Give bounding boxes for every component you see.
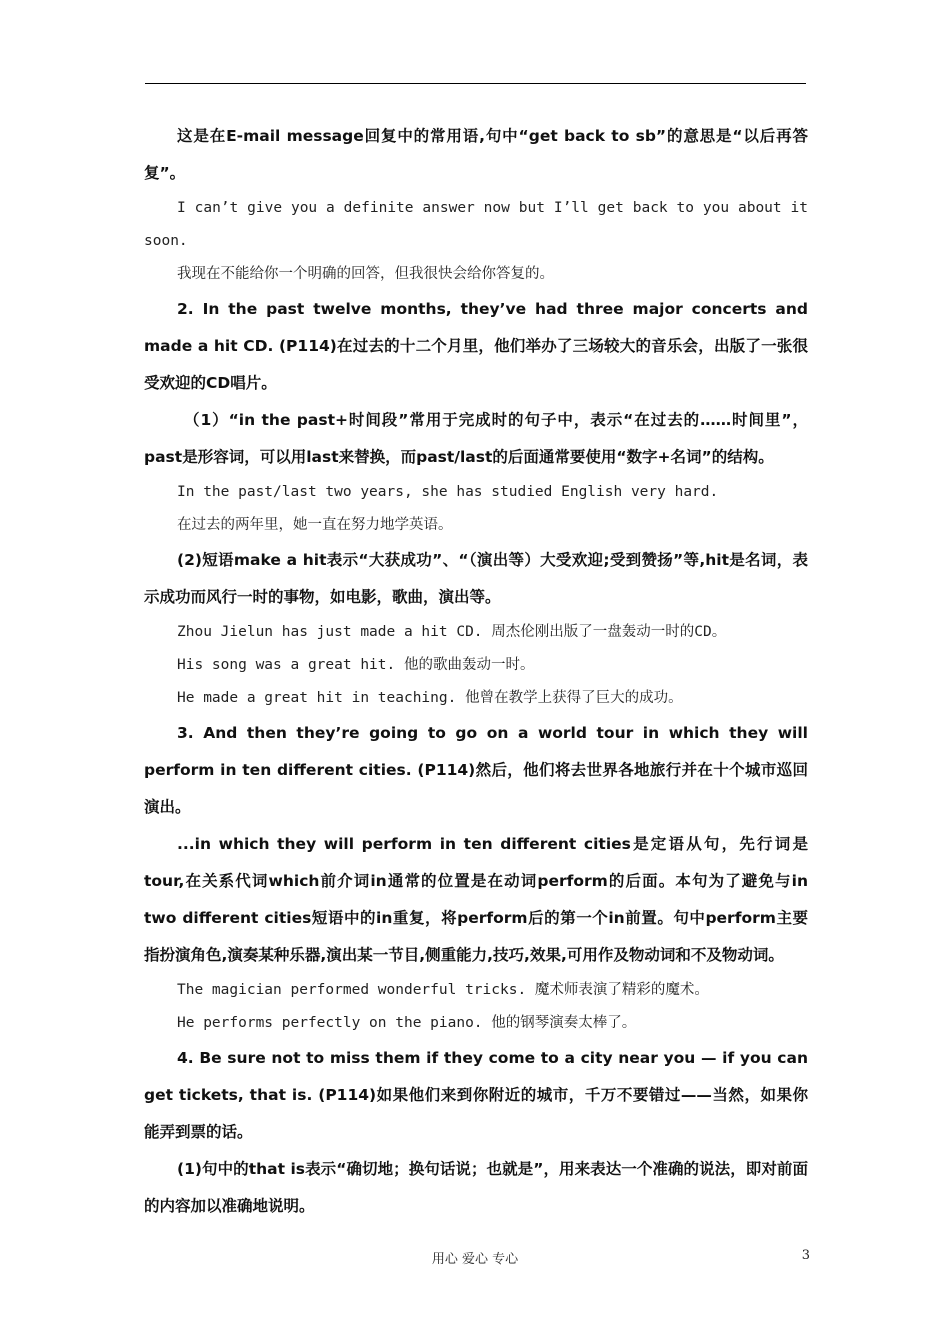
- header-rule: [145, 83, 806, 84]
- example-translation: 我现在不能给你一个明确的回答，但我很快会给你答复的。: [177, 266, 554, 282]
- paragraph: ...in which they will perform in ten different cities是定语从句，先行词是tour,在关系代词which前介词in通常的位置是在动词perform的后面。本句为了避免与in two different cities短语中的in重复，将perform后的第一个in前置。句中perform主要指扮演角色,演奏某种乐器,演出某一节目,侧重能力,技巧,效果,可用作及物动词和不及物动词。: [144, 835, 808, 964]
- paragraph: （1）“in the past+时间段”常用于完成时的句子中，表示“在过去的……时间里”，past是形容词，可以用last来替换，而past/last的后面通常要使用“数字+名词”的结构。: [144, 411, 808, 466]
- example-translation: 在过去的两年里，她一直在努力地学英语。: [177, 517, 453, 533]
- example-sentence: His song was a great hit. 他的歌曲轰动一时。: [177, 657, 535, 673]
- example-sentence: He made a great hit in teaching. 他曾在教学上获得了巨大的成功。: [177, 690, 683, 706]
- page-number: 3: [801, 1248, 810, 1263]
- paragraph: 3. And then they’re going to go on a world tour in which they will perform in ten different cities. (P114)然后，他们将去世界各地旅行并在十个城市巡回演出。: [144, 724, 808, 816]
- example-sentence: I can’t give you a definite answer now but I’ll get back to you about it soon.: [144, 200, 808, 249]
- example-sentence: He performs perfectly on the piano. 他的钢琴演奏太棒了。: [177, 1015, 637, 1031]
- document-body: [144, 118, 808, 1225]
- paragraph: (1)句中的that is表示“确切地；换句话说；也就是”，用来表达一个准确的说法，即对前面的内容加以准确地说明。: [144, 1160, 808, 1215]
- example-sentence: Zhou Jielun has just made a hit CD. 周杰伦刚出版了一盘轰动一时的CD。: [177, 624, 727, 640]
- paragraph: 这是在E-mail message回复中的常用语,句中“get back to sb”的意思是“以后再答复”。: [144, 127, 808, 182]
- paragraph: (2)短语make a hit表示“大获成功”、“（演出等）大受欢迎;受到赞扬”等,hit是名词，表示成功而风行一时的事物，如电影，歌曲，演出等。: [144, 551, 808, 606]
- example-sentence: In the past/last two years, she has studied English very hard.: [177, 484, 719, 500]
- paragraph: 2. In the past twelve months, they’ve had three major concerts and made a hit CD. (P114)在过去的十二个月里，他们举办了三场较大的音乐会，出版了一张很受欢迎的CD唱片。: [144, 300, 808, 392]
- paragraph: 4. Be sure not to miss them if they come to a city near you — if you can get tickets, that is. (P114)如果他们来到你附近的城市，千万不要错过——当然，如果你能弄到票的话。: [144, 1049, 808, 1141]
- example-sentence: The magician performed wonderful tricks. 魔术师表演了精彩的魔术。: [177, 982, 709, 998]
- page-footer: 用心 爱心 专心: [431, 1252, 519, 1267]
